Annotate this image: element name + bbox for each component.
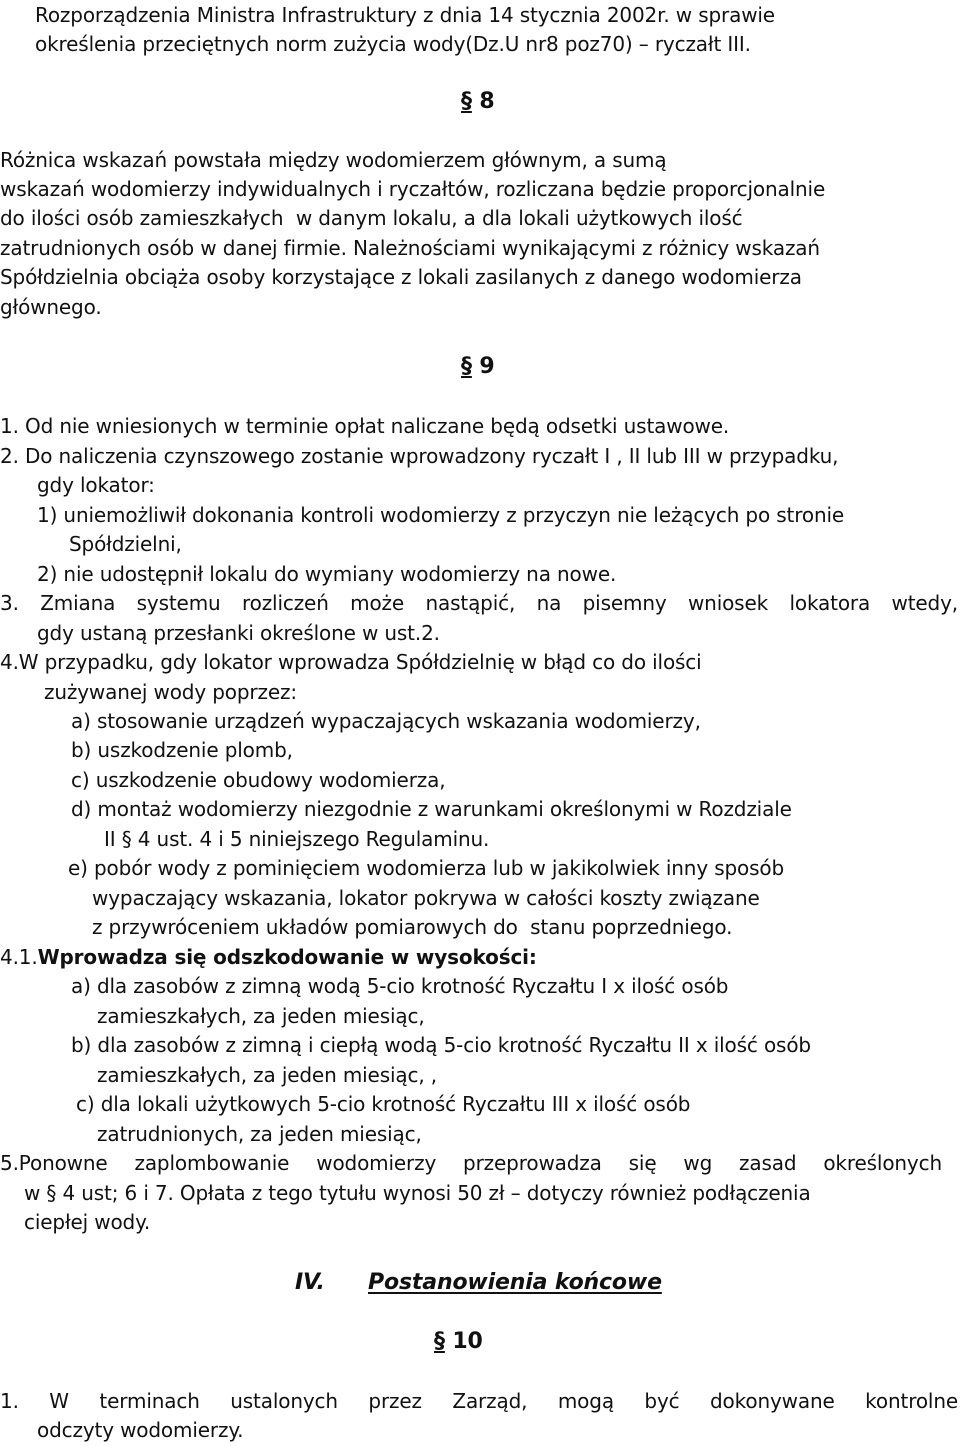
section-9-line: Spółdzielni, (69, 532, 182, 556)
section-9-line: c) dla lokali użytkowych 5-cio krotność Ryczałtu III x ilość osób (76, 1092, 691, 1116)
section-8-paragraph-line: głównego. (0, 295, 102, 319)
section-9-line: 2. Do naliczenia czynszowego zostanie wprowadzony ryczałt I , II lub III w przypadku, (0, 444, 839, 468)
chapter-title: Postanowienia końcowe (368, 1270, 662, 1295)
section-9-line: zatrudnionych, za jeden miesiąc, (97, 1122, 422, 1146)
section-9-line: b) dla zasobów z zimną i ciepłą wodą 5-cio krotność Ryczałtu II x ilość osób (71, 1033, 811, 1057)
section-9-heading: § 9 (461, 354, 495, 379)
section-9-line: zamieszkałych, za jeden miesiąc, , (97, 1063, 437, 1087)
point-4-1-number: 4.1. (0, 945, 38, 969)
section-9-line: a) dla zasobów z zimną wodą 5-cio krotność Ryczałtu I x ilość osób (71, 974, 729, 998)
section-8-paragraph-line: wskazań wodomierzy indywidualnych i ryczałtów, rozliczana będzie proporcjonalnie (0, 177, 826, 201)
chapter-number: IV. (295, 1270, 325, 1295)
section-8-paragraph-line: Spółdzielnia obciąża osoby korzystające z lokali zasilanych z danego wodomierza (0, 265, 802, 289)
section-9-line: gdy ustaną przesłanki określone w ust.2. (37, 621, 440, 645)
section-sign: § (434, 1329, 445, 1354)
section-8-paragraph-line: do ilości osób zamieszkałych w danym lokalu, a dla lokali użytkowych ilość (0, 206, 743, 230)
section-10-line: 1. W terminach ustalonych przez Zarząd, mogą być dokonywane kontrolne (0, 1389, 958, 1413)
section-9-line: d) montaż wodomierzy niezgodnie z warunkami określonymi w Rozdziale (71, 797, 792, 821)
section-9-line: zużywanej wody poprzez: (44, 680, 297, 704)
section-9-line: z przywróceniem układów pomiarowych do stanu poprzedniego. (92, 915, 733, 939)
section-9-line: c) uszkodzenie obudowy wodomierza, (71, 768, 446, 792)
section-9-line: II § 4 ust. 4 i 5 niniejszego Regulaminu. (104, 827, 490, 851)
section-9-line: e) pobór wody z pominięciem wodomierza lub w jakikolwiek inny sposób (68, 856, 785, 880)
intro-line-2: określenia przeciętnych norm zużycia wody(Dz.U nr8 poz70) – ryczałt III. (35, 32, 751, 56)
section-9-line: 3. Zmiana systemu rozliczeń może nastąpić, na pisemny wniosek lokatora wtedy, (0, 591, 958, 615)
section-8-paragraph-line: zatrudnionych osób w danej firmie. Należnościami wynikającymi z różnicy wskazań (0, 236, 820, 260)
section-sign: § (461, 354, 472, 379)
section-9-line: 5.Ponowne zaplombowanie wodomierzy przeprowadza się wg zasad określonych (0, 1151, 942, 1175)
section-9-line: 1) uniemożliwił dokonania kontroli wodomierzy z przyczyn nie leżących po stronie (37, 503, 845, 527)
section-9-line: a) stosowanie urządzeń wypaczających wskazania wodomierzy, (71, 709, 701, 733)
section-9-line: wypaczający wskazania, lokator pokrywa w całości koszty związane (92, 886, 760, 910)
section-9-line: gdy lokator: (37, 473, 155, 497)
intro-line-1: Rozporządzenia Ministra Infrastruktury z dnia 14 stycznia 2002r. w sprawie (35, 3, 775, 27)
section-8-heading: § 8 (461, 89, 495, 114)
section-9-line (0, 944, 537, 970)
section-9-line: w § 4 ust; 6 i 7. Opłata z tego tytułu wynosi 50 zł – dotyczy również podłączenia (24, 1181, 811, 1205)
section-10-heading: § 10 (434, 1329, 483, 1354)
section-9-line: 1. Od nie wniesionych w terminie opłat naliczane będą odsetki ustawowe. (0, 414, 730, 438)
section-9-line: 2) nie udostępnił lokalu do wymiany wodomierzy na nowe. (37, 562, 617, 586)
section-9-line: 4.W przypadku, gdy lokator wprowadza Spółdzielnię w błąd co do ilości (0, 650, 702, 674)
section-sign: § (461, 89, 472, 114)
section-8-paragraph-line: Różnica wskazań powstała między wodomierzem głównym, a sumą (0, 148, 667, 172)
section-9-line: zamieszkałych, za jeden miesiąc, (97, 1004, 425, 1028)
section-9-line: ciepłej wody. (24, 1210, 151, 1234)
section-10-line: odczyty wodomierzy. (37, 1418, 244, 1442)
section-9-line: b) uszkodzenie plomb, (71, 738, 293, 762)
point-4-1-bold-text: Wprowadza się odszkodowanie w wysokości: (37, 945, 537, 969)
